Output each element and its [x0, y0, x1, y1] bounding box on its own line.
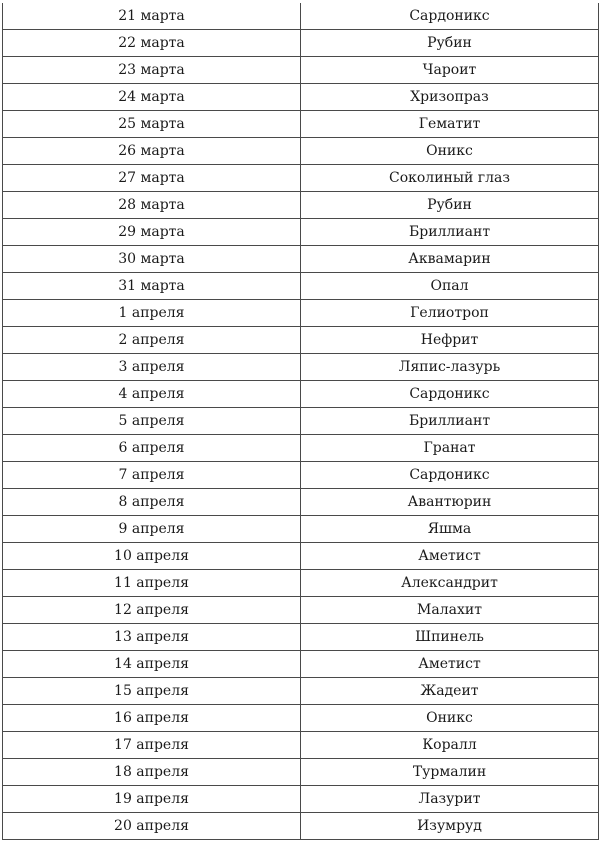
- stone-cell: Оникс: [301, 705, 599, 732]
- date-cell: 12 апреля: [3, 597, 301, 624]
- stone-cell: Рубин: [301, 30, 599, 57]
- stone-cell: Александрит: [301, 570, 599, 597]
- table-row: [3, 651, 599, 678]
- table-row: [3, 435, 599, 462]
- stone-cell: Сардоникс: [301, 381, 599, 408]
- stone-cell: Соколиный глаз: [301, 165, 599, 192]
- date-cell: 28 марта: [3, 192, 301, 219]
- date-cell: 24 марта: [3, 84, 301, 111]
- stone-cell: Чароит: [301, 57, 599, 84]
- date-cell: 26 марта: [3, 138, 301, 165]
- date-cell: 25 марта: [3, 111, 301, 138]
- stone-cell: Рубин: [301, 192, 599, 219]
- stone-cell: Сардоникс: [301, 3, 599, 30]
- date-cell: 11 апреля: [3, 570, 301, 597]
- stone-cell: Опал: [301, 273, 599, 300]
- date-cell: 9 апреля: [3, 516, 301, 543]
- table-row: [3, 246, 599, 273]
- table-row: [3, 300, 599, 327]
- date-cell: 8 апреля: [3, 489, 301, 516]
- date-cell: 10 апреля: [3, 543, 301, 570]
- stone-cell: Оникс: [301, 138, 599, 165]
- table-row: [3, 192, 599, 219]
- date-cell: 31 марта: [3, 273, 301, 300]
- table-row: [3, 543, 599, 570]
- date-cell: 14 апреля: [3, 651, 301, 678]
- date-cell: 23 марта: [3, 57, 301, 84]
- date-cell: 17 апреля: [3, 732, 301, 759]
- table-row: [3, 57, 599, 84]
- table-row: [3, 111, 599, 138]
- table-row: [3, 84, 599, 111]
- stone-cell: Гранат: [301, 435, 599, 462]
- date-cell: 18 апреля: [3, 759, 301, 786]
- stone-cell: Малахит: [301, 597, 599, 624]
- date-cell: 16 апреля: [3, 705, 301, 732]
- table-row: [3, 813, 599, 840]
- date-cell: 5 апреля: [3, 408, 301, 435]
- table-row: [3, 165, 599, 192]
- date-cell: 6 апреля: [3, 435, 301, 462]
- stone-cell: Нефрит: [301, 327, 599, 354]
- table-row: [3, 597, 599, 624]
- table-row: [3, 30, 599, 57]
- stone-cell: Турмалин: [301, 759, 599, 786]
- table-row: [3, 273, 599, 300]
- stone-cell: Гематит: [301, 111, 599, 138]
- stone-cell: Яшма: [301, 516, 599, 543]
- date-cell: 19 апреля: [3, 786, 301, 813]
- date-cell: 13 апреля: [3, 624, 301, 651]
- date-cell: 29 марта: [3, 219, 301, 246]
- stone-cell: Шпинель: [301, 624, 599, 651]
- stone-cell: Авантюрин: [301, 489, 599, 516]
- date-cell: 7 апреля: [3, 462, 301, 489]
- date-cell: 15 апреля: [3, 678, 301, 705]
- stone-cell: Жадеит: [301, 678, 599, 705]
- table-row: [3, 327, 599, 354]
- date-cell: 30 марта: [3, 246, 301, 273]
- stone-cell: Аметист: [301, 651, 599, 678]
- date-cell: 20 апреля: [3, 813, 301, 840]
- stone-cell: Аквамарин: [301, 246, 599, 273]
- table-body: [3, 3, 599, 840]
- table-row: [3, 732, 599, 759]
- table-row: [3, 3, 599, 30]
- date-cell: 2 апреля: [3, 327, 301, 354]
- date-cell: 21 марта: [3, 3, 301, 30]
- stone-cell: Ляпис-лазурь: [301, 354, 599, 381]
- stone-cell: Гелиотроп: [301, 300, 599, 327]
- table-row: [3, 219, 599, 246]
- table-row: [3, 624, 599, 651]
- stone-cell: Бриллиант: [301, 219, 599, 246]
- table-row: [3, 570, 599, 597]
- birthstone-table-container: [2, 3, 598, 840]
- stone-cell: Коралл: [301, 732, 599, 759]
- table-row: [3, 138, 599, 165]
- date-cell: 4 апреля: [3, 381, 301, 408]
- table-row: [3, 462, 599, 489]
- table-row: [3, 516, 599, 543]
- stone-cell: Бриллиант: [301, 408, 599, 435]
- stone-cell: Лазурит: [301, 786, 599, 813]
- table-row: [3, 381, 599, 408]
- stone-cell: Хризопраз: [301, 84, 599, 111]
- table-row: [3, 354, 599, 381]
- table-row: [3, 705, 599, 732]
- table-row: [3, 489, 599, 516]
- table-row: [3, 408, 599, 435]
- table-row: [3, 678, 599, 705]
- table-row: [3, 786, 599, 813]
- stone-cell: Сардоникс: [301, 462, 599, 489]
- date-cell: 1 апреля: [3, 300, 301, 327]
- stone-cell: Изумруд: [301, 813, 599, 840]
- date-cell: 3 апреля: [3, 354, 301, 381]
- stone-cell: Аметист: [301, 543, 599, 570]
- date-cell: 27 марта: [3, 165, 301, 192]
- birthstone-table: [2, 3, 599, 840]
- date-cell: 22 марта: [3, 30, 301, 57]
- table-row: [3, 759, 599, 786]
